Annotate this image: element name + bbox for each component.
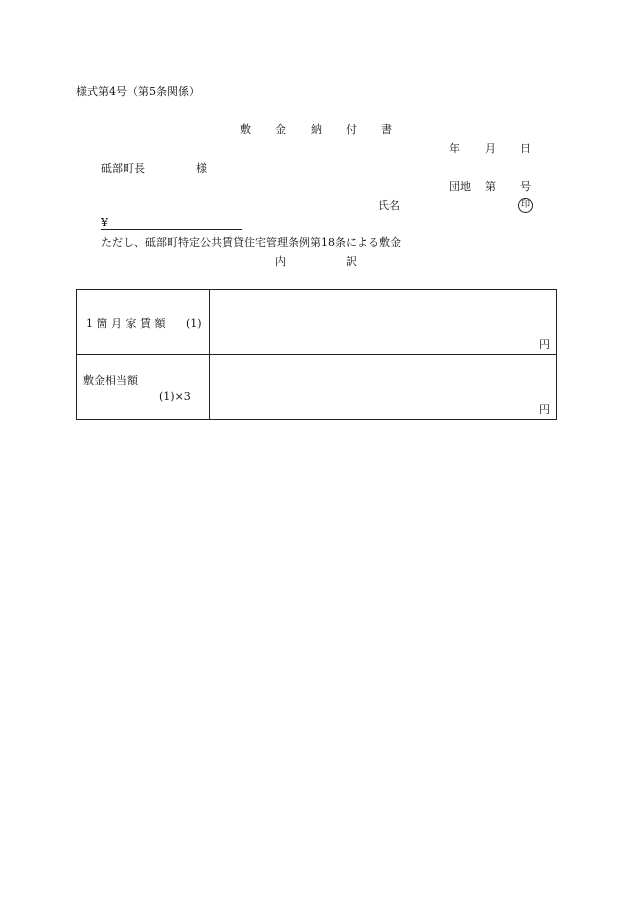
breakdown-heading-left: 内 (275, 255, 286, 268)
rent-label-cell (77, 290, 210, 355)
yen-symbol: ¥ (101, 216, 108, 229)
complex-label: 団地 (449, 180, 471, 193)
title-char: 付 (346, 123, 357, 136)
rent-formula: (1) (186, 317, 202, 330)
deposit-formula: (1)×3 (159, 390, 191, 403)
date-year: 年 (449, 142, 460, 155)
amount-underline (101, 229, 242, 230)
breakdown-heading-right: 訳 (346, 255, 357, 268)
title-char: 納 (311, 123, 322, 136)
title-char: 敷 (240, 123, 251, 136)
deposit-note: ただし、砥部町特定公共賃貸住宅管理条例第18条による敷金 (101, 236, 401, 249)
deposit-label-cell (77, 355, 210, 420)
addressee-name: 砥部町長 (101, 162, 145, 175)
breakdown-table (76, 289, 557, 420)
rent-unit: 円 (539, 338, 550, 351)
rent-value-cell (210, 290, 557, 355)
rent-label: 1 箇 月 家 賃 額 (86, 317, 166, 330)
deposit-unit: 円 (539, 403, 550, 416)
deposit-value-cell (210, 355, 557, 420)
name-label: 氏名 (378, 199, 400, 212)
go-label: 号 (520, 180, 531, 193)
title-char: 金 (275, 123, 286, 136)
seal-mark: 印 (518, 198, 533, 213)
table-row (77, 290, 557, 355)
form-number: 様式第4号（第5条関係） (76, 85, 200, 98)
date-day: 日 (520, 142, 531, 155)
deposit-label: 敷金相当額 (83, 374, 138, 387)
dai-label: 第 (485, 180, 496, 193)
addressee-honorific: 様 (196, 162, 207, 175)
title-char: 書 (381, 123, 392, 136)
table-row (77, 355, 557, 420)
date-month: 月 (485, 142, 496, 155)
